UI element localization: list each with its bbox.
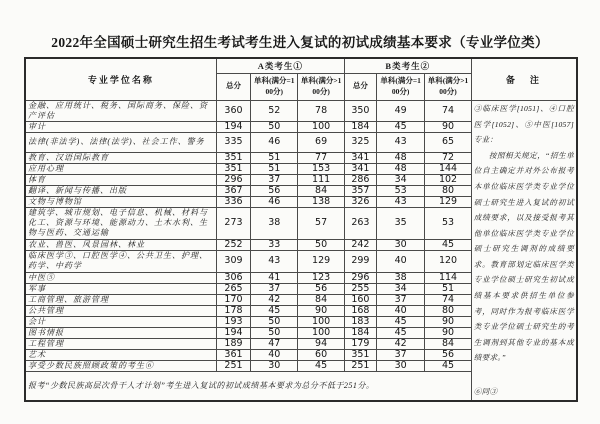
cell-b-total: 255	[344, 283, 376, 294]
cell-a-singleover100: 50	[298, 239, 344, 250]
cell-b-total: 341	[344, 152, 376, 163]
cell-b-single100: 40	[377, 250, 425, 272]
cell-a-total: 178	[216, 305, 250, 316]
cell-a-total: 189	[216, 338, 250, 349]
cell-a-single100: 46	[251, 196, 298, 207]
cell-a-single100: 46	[251, 132, 298, 152]
cell-a-singleover100: 100	[298, 121, 344, 132]
cell-a-total: 252	[216, 239, 250, 250]
cell-b-singleover100: 45	[425, 360, 471, 371]
cell-a-singleover100: 111	[298, 174, 344, 185]
cell-b-singleover100: 90	[425, 121, 471, 132]
cell-degree-name: 享受少数民族照顾政策的考生⑥	[25, 360, 216, 371]
cell-a-singleover100: 45	[298, 360, 344, 371]
cell-a-singleover100: 57	[298, 207, 344, 239]
cell-b-singleover100: 51	[425, 283, 471, 294]
header-b-total: 总分	[344, 73, 376, 100]
cell-b-singleover100: 53	[425, 207, 471, 239]
cell-b-single100: 34	[377, 283, 425, 294]
cell-degree-name: 工程管理	[25, 338, 216, 349]
cell-a-singleover100: 78	[298, 100, 344, 121]
cell-a-total: 309	[216, 250, 250, 272]
cell-degree-name: 临床医学③、口腔医学④、公共卫生、护理、药学、中药学	[25, 250, 216, 272]
cell-b-single100: 40	[377, 305, 425, 316]
cell-a-single100: 42	[251, 294, 298, 305]
cell-a-total: 336	[216, 196, 250, 207]
cell-b-single100: 35	[377, 207, 425, 239]
cell-degree-name: 金融、应用统计、税务、国际商务、保险、资产评估	[25, 100, 216, 121]
table-row	[25, 100, 577, 121]
header-group-b: B类考生②	[344, 58, 471, 73]
cell-degree-name: 翻译、新闻与传播、出版	[25, 185, 216, 196]
cell-b-single100: 30	[377, 360, 425, 371]
cell-a-singleover100: 84	[298, 185, 344, 196]
cell-degree-name: 会计	[25, 316, 216, 327]
cell-a-single100: 56	[251, 185, 298, 196]
header-b-single100: 单科(满分=100分)	[377, 73, 425, 100]
cell-a-single100: 38	[251, 207, 298, 239]
cell-b-total: 326	[344, 196, 376, 207]
cell-degree-name: 公共管理	[25, 305, 216, 316]
header-remark: 备 注	[471, 58, 577, 100]
cell-a-singleover100: 60	[298, 349, 344, 360]
cell-a-total: 194	[216, 121, 250, 132]
cell-a-total: 335	[216, 132, 250, 152]
cell-a-total: 273	[216, 207, 250, 239]
cell-b-total: 184	[344, 327, 376, 338]
cell-b-single100: 43	[377, 196, 425, 207]
cell-degree-name: 艺术	[25, 349, 216, 360]
cell-b-singleover100: 129	[425, 196, 471, 207]
cell-b-singleover100: 90	[425, 316, 471, 327]
cell-a-total: 351	[216, 152, 250, 163]
cell-b-singleover100: 84	[425, 338, 471, 349]
cell-a-singleover100: 94	[298, 338, 344, 349]
cell-a-singleover100: 90	[298, 305, 344, 316]
cell-degree-name: 法律(非法学)、法律(法学)、社会工作、警务	[25, 132, 216, 152]
cell-b-total: 251	[344, 360, 376, 371]
header-a-single100: 单科(满分=100分)	[251, 73, 298, 100]
score-table-wrapper	[24, 57, 578, 402]
cell-a-single100: 41	[251, 272, 298, 283]
cell-b-total: 357	[344, 185, 376, 196]
cell-b-single100: 30	[377, 239, 425, 250]
cell-b-single100: 42	[377, 338, 425, 349]
header-degree-name: 专业学位名称	[25, 58, 216, 100]
header-a-singleover100: 单科(满分>100分)	[298, 73, 344, 100]
cell-a-single100: 51	[251, 152, 298, 163]
cell-b-singleover100: 90	[425, 327, 471, 338]
remark-clinical-heading: ③临床医学[1051]、④口腔医学[1052]、⑤中医[1057]专业：	[473, 104, 574, 145]
score-table	[24, 57, 578, 402]
cell-degree-name: 应用心理	[25, 163, 216, 174]
header-b-singleover100: 单科(满分>100分)	[425, 73, 471, 100]
cell-a-total: 351	[216, 163, 250, 174]
cell-b-total: 179	[344, 338, 376, 349]
cell-a-singleover100: 138	[298, 196, 344, 207]
cell-a-single100: 30	[251, 360, 298, 371]
remark-same-as-note: ⑥同③	[473, 386, 498, 396]
cell-b-total: 160	[344, 294, 376, 305]
header-a-total: 总分	[216, 73, 250, 100]
cell-b-single100: 53	[377, 185, 425, 196]
cell-b-singleover100: 74	[425, 294, 471, 305]
cell-a-single100: 50	[251, 316, 298, 327]
cell-a-singleover100: 69	[298, 132, 344, 152]
cell-b-single100: 34	[377, 174, 425, 185]
cell-b-single100: 45	[377, 316, 425, 327]
cell-a-singleover100: 77	[298, 152, 344, 163]
cell-a-total: 360	[216, 100, 250, 121]
cell-a-total: 251	[216, 360, 250, 371]
cell-b-singleover100: 114	[425, 272, 471, 283]
cell-a-single100: 37	[251, 174, 298, 185]
cell-a-single100: 40	[251, 349, 298, 360]
cell-b-total: 242	[344, 239, 376, 250]
cell-degree-name: 体育	[25, 174, 216, 185]
cell-a-total: 265	[216, 283, 250, 294]
cell-a-single100: 50	[251, 327, 298, 338]
cell-a-single100: 45	[251, 305, 298, 316]
cell-b-singleover100: 72	[425, 152, 471, 163]
cell-a-total: 367	[216, 185, 250, 196]
cell-a-total: 361	[216, 349, 250, 360]
cell-b-single100: 38	[377, 272, 425, 283]
cell-a-total: 306	[216, 272, 250, 283]
cell-degree-name: 图书情报	[25, 327, 216, 338]
cell-b-total: 184	[344, 121, 376, 132]
cell-b-total: 286	[344, 174, 376, 185]
cell-degree-name: 工商管理、旅游管理	[25, 294, 216, 305]
cell-a-total: 296	[216, 174, 250, 185]
cell-b-singleover100: 80	[425, 185, 471, 196]
cell-b-total: 263	[344, 207, 376, 239]
cell-b-total: 168	[344, 305, 376, 316]
cell-b-total: 299	[344, 250, 376, 272]
cell-b-singleover100: 45	[425, 239, 471, 250]
cell-b-single100: 43	[377, 132, 425, 152]
cell-b-single100: 48	[377, 152, 425, 163]
cell-a-single100: 37	[251, 283, 298, 294]
cell-degree-name: 教育、汉语国际教育	[25, 152, 216, 163]
cell-b-single100: 37	[377, 349, 425, 360]
cell-a-total: 194	[216, 327, 250, 338]
cell-degree-name: 审计	[25, 121, 216, 132]
cell-a-singleover100: 100	[298, 327, 344, 338]
cell-a-single100: 52	[251, 100, 298, 121]
header-group-a: A类考生①	[216, 58, 344, 73]
page-title: 2022年全国硕士研究生招生考试考生进入复试的初试成绩基本要求（专业学位类）	[51, 35, 549, 50]
remark-clinical-body: 按照相关规定，“招生单位自主确定并对外公布报考本单位临床医学类专业学位硕士研究生进入复试的初试成绩要求，以及接受报考其他单位临床医学类专业学位硕士研究生调剂的成绩要求。教育部划定临床医学类专业学位硕士研究生初试成绩基本要求供招生单位参考，同时作为报考临床医学类专业学位硕士研究生的考生调剂到其他专业的基本成绩要求。”	[473, 150, 574, 363]
cell-b-single100: 49	[377, 100, 425, 121]
cell-a-singleover100: 153	[298, 163, 344, 174]
cell-b-singleover100: 102	[425, 174, 471, 185]
remark-cell	[471, 100, 577, 401]
cell-degree-name: 文物与博物馆	[25, 196, 216, 207]
cell-a-singleover100: 123	[298, 272, 344, 283]
cell-a-singleover100: 84	[298, 294, 344, 305]
cell-a-single100: 51	[251, 163, 298, 174]
cell-b-single100: 37	[377, 294, 425, 305]
cell-b-single100: 48	[377, 163, 425, 174]
cell-b-single100: 45	[377, 327, 425, 338]
cell-a-total: 170	[216, 294, 250, 305]
cell-a-singleover100: 56	[298, 283, 344, 294]
footnote-text: 报考“少数民族高层次骨干人才计划”考生进入复试的初试成绩基本要求为总分不低于251分。	[25, 371, 471, 401]
cell-b-singleover100: 144	[425, 163, 471, 174]
cell-degree-name: 农业、兽医、风景园林、林业	[25, 239, 216, 250]
cell-b-singleover100: 74	[425, 100, 471, 121]
cell-b-total: 296	[344, 272, 376, 283]
cell-a-total: 193	[216, 316, 250, 327]
cell-b-total: 350	[344, 100, 376, 121]
cell-a-single100: 43	[251, 250, 298, 272]
cell-b-total: 341	[344, 163, 376, 174]
cell-degree-name: 建筑学、城市规划、电子信息、机械、材料与化工、资源与环境、能源动力、土木水利、生物与医药、交通运输	[25, 207, 216, 239]
cell-b-singleover100: 56	[425, 349, 471, 360]
header-row-groups	[25, 58, 577, 73]
cell-b-total: 325	[344, 132, 376, 152]
cell-b-total: 351	[344, 349, 376, 360]
cell-b-singleover100: 120	[425, 250, 471, 272]
cell-a-singleover100: 129	[298, 250, 344, 272]
cell-a-single100: 47	[251, 338, 298, 349]
cell-b-total: 183	[344, 316, 376, 327]
cell-a-singleover100: 100	[298, 316, 344, 327]
cell-b-singleover100: 80	[425, 305, 471, 316]
cell-b-singleover100: 65	[425, 132, 471, 152]
cell-a-single100: 33	[251, 239, 298, 250]
cell-degree-name: 中医⑤	[25, 272, 216, 283]
cell-a-single100: 50	[251, 121, 298, 132]
cell-b-single100: 45	[377, 121, 425, 132]
cell-degree-name: 军事	[25, 283, 216, 294]
